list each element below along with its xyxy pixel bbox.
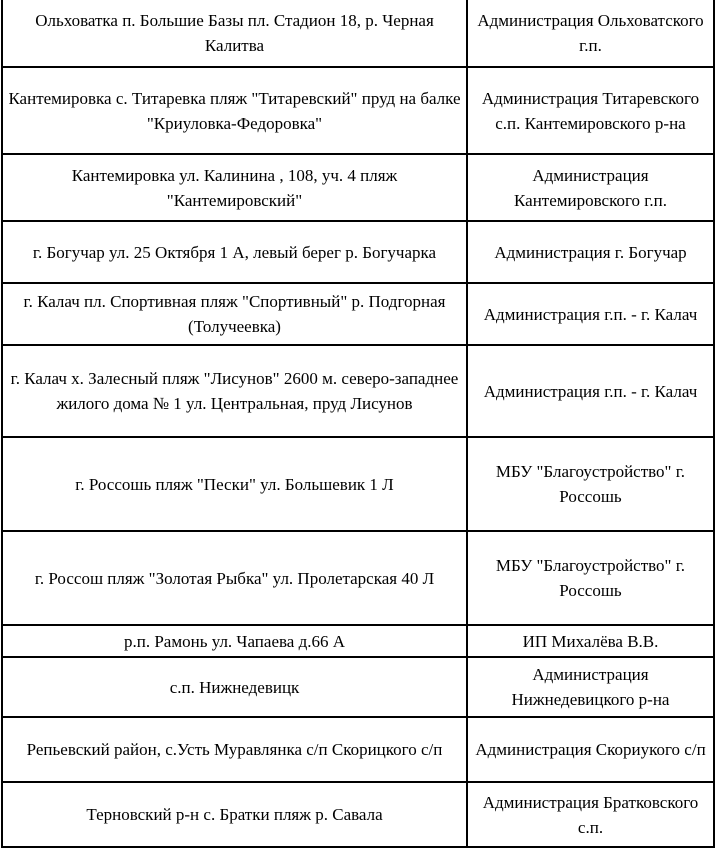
location-cell: г. Калач х. Залесный пляж "Лисунов" 2600 м. северо-западнее жилого дома № 1 ул. Центральная, пруд Лисунов bbox=[2, 345, 467, 437]
owner-cell: Администрация Нижнедевицкого р-на bbox=[467, 657, 714, 717]
table-row bbox=[2, 0, 714, 67]
table-row bbox=[2, 717, 714, 782]
location-cell: г. Россошь пляж "Пески" ул. Большевик 1 Л bbox=[2, 437, 467, 531]
location-cell: Репьевский район, с.Усть Муравлянка с/п Скорицкого с/п bbox=[2, 717, 467, 782]
table-row bbox=[2, 657, 714, 717]
table-row bbox=[2, 625, 714, 657]
table-row bbox=[2, 67, 714, 154]
location-cell: с.п. Нижнедевицк bbox=[2, 657, 467, 717]
owner-cell: Администрация г.п. - г. Калач bbox=[467, 283, 714, 345]
owner-cell: Администрация Братковского с.п. bbox=[467, 782, 714, 847]
location-cell: Терновский р-н с. Братки пляж р. Савала bbox=[2, 782, 467, 847]
beaches-table bbox=[1, 0, 715, 848]
table-row bbox=[2, 531, 714, 625]
owner-cell: Администрация Ольховатского г.п. bbox=[467, 0, 714, 67]
location-cell: г. Россош пляж "Золотая Рыбка" ул. Пролетарская 40 Л bbox=[2, 531, 467, 625]
location-cell: Ольховатка п. Большие Базы пл. Стадион 18, р. Черная Калитва bbox=[2, 0, 467, 67]
location-cell: Кантемировка ул. Калинина , 108, уч. 4 пляж "Кантемировский" bbox=[2, 154, 467, 221]
location-cell: Кантемировка с. Титаревка пляж "Титаревский" пруд на балке "Криуловка-Федоровка" bbox=[2, 67, 467, 154]
location-cell: г. Богучар ул. 25 Октября 1 А, левый берег р. Богучарка bbox=[2, 221, 467, 283]
owner-cell: Администрация Скориукого с/п bbox=[467, 717, 714, 782]
table-row bbox=[2, 345, 714, 437]
owner-cell: ИП Михалёва В.В. bbox=[467, 625, 714, 657]
owner-cell: Администрация г. Богучар bbox=[467, 221, 714, 283]
owner-cell: Администрация г.п. - г. Калач bbox=[467, 345, 714, 437]
table-row bbox=[2, 283, 714, 345]
owner-cell: МБУ "Благоустройство" г. Россошь bbox=[467, 437, 714, 531]
table-row bbox=[2, 221, 714, 283]
owner-cell: Администрация Титаревского с.п. Кантемировского р-на bbox=[467, 67, 714, 154]
location-cell: г. Калач пл. Спортивная пляж "Спортивный" р. Подгорная (Толучеевка) bbox=[2, 283, 467, 345]
owner-cell: МБУ "Благоустройство" г. Россошь bbox=[467, 531, 714, 625]
table-row bbox=[2, 154, 714, 221]
table-row bbox=[2, 782, 714, 847]
owner-cell: Администрация Кантемировского г.п. bbox=[467, 154, 714, 221]
location-cell: р.п. Рамонь ул. Чапаева д.66 А bbox=[2, 625, 467, 657]
table-row bbox=[2, 437, 714, 531]
